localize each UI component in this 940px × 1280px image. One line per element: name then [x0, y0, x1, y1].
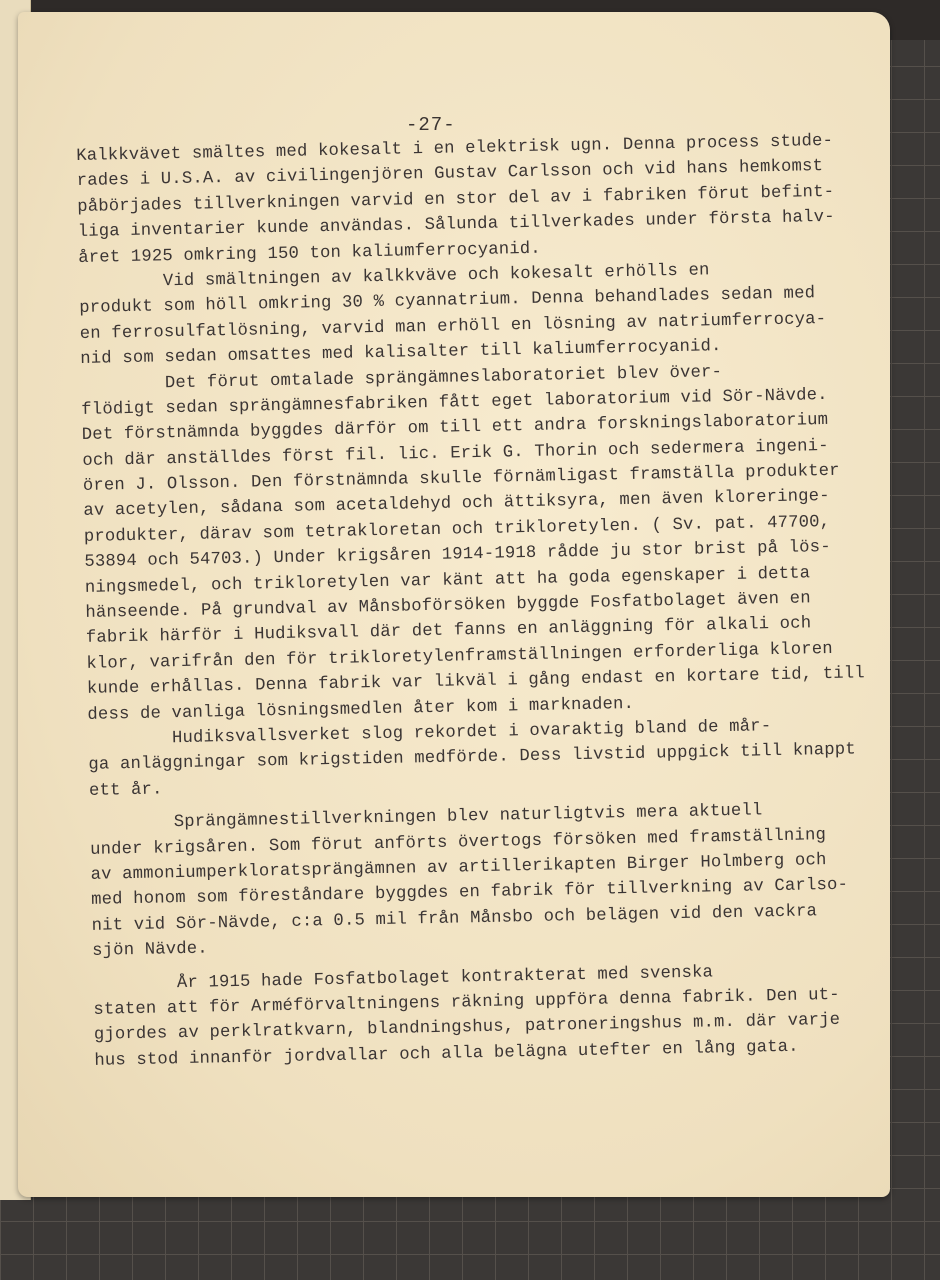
text-line: hänseende. På grundval av Månsboförsöken byggde Fosfatbolaget även en — [85, 589, 811, 623]
text-line: Sprängämnestillverkningen blev naturligtvis mera aktuell — [89, 801, 763, 835]
text-line: en ferrosulfatlösning, varvid man erhöll en lösning av natriumferrocya- — [79, 309, 827, 344]
text-line: Det förut omtalade sprängämneslaboratoriet blev över- — [80, 362, 723, 395]
text-line: av acetylen, sådana som acetaldehyd och ättiksyra, men även kloreringe- — [83, 487, 830, 522]
text-line: sjön Nävde. — [92, 939, 209, 961]
text-line: dess de vanliga lösningsmedlen åter kom i marknaden. — [87, 694, 635, 725]
text-line: ören J. Olsson. Den förstnämnda skulle förnämligast framställa produkter — [82, 461, 840, 497]
text-line: Det förstnämnda byggdes därför om till ett andra forskningslaboratorium — [81, 411, 829, 446]
text-line: ningsmedel, och trikloretylen var känt att ha goda egenskaper i detta — [84, 563, 811, 598]
text-line: nit vid Sör-Nävde, c:a 0.5 mil från Månsbo och belägen vid den vackra — [91, 902, 818, 936]
page-number: -27- — [406, 114, 456, 136]
text-line: under krigsåren. Som förut anförts övertogs försöken med framställning — [89, 825, 827, 860]
text-line: ga anläggningar som krigstiden medförde. Dess livstid uppgick till knappt — [88, 740, 857, 776]
text-line: påbörjades tillverkningen varvid en stor del av i fabriken förut befint- — [77, 182, 835, 217]
text-line: rades i U.S.A. av civilingenjören Gustav Carlsson och vid hans hemkomst — [76, 157, 824, 192]
text-line: Vid smältningen av kalkkväve och kokesalt erhölls en — [78, 261, 710, 293]
text-line: året 1925 omkring 150 ton kaliumferrocyanid. — [78, 239, 542, 268]
text-line: med honom som föreståndare byggdes en fabrik för tillverkning av Carlso- — [90, 875, 849, 911]
text-line: nid som sedan omsattes med kalisalter till kaliumferrocyanid. — [80, 337, 722, 370]
text-line: kunde erhållas. Denna fabrik var likväl i gång endast en kortare tid, till — [86, 664, 866, 700]
text-line: produkt som höll omkring 30 % cyannatrium. Denna behandlades sedan med — [79, 284, 816, 319]
text-line: Kalkkvävet smältes med kokesalt i en elektrisk ugn. Denna process stude- — [76, 131, 834, 166]
text-line: ett år. — [88, 780, 163, 801]
text-line: av ammoniumperkloratsprängämnen av artillerikapten Birger Holmberg och — [90, 851, 827, 885]
text-line: och där anställdes först fil. lic. Erik G. Thorin och sedermera ingeni- — [82, 436, 829, 471]
text-line: staten att för Arméförvaltningens räkning uppföra denna fabrik. Den ut- — [93, 985, 840, 1020]
text-line: 53894 och 54703.) Under krigsåren 1914-1918 rådde ju stor brist på lös- — [84, 538, 831, 573]
text-line: produkter, därav som tetrakloretan och trikloretylen. ( Sv. pat. 47700, — [83, 512, 831, 547]
text-line: klor, varifrån den för trikloretylenframställningen erforderliga kloren — [86, 639, 833, 674]
text-line: fabrik härför i Hudiksvall där det fanns en anläggning för alkali och — [85, 614, 812, 649]
document-page — [18, 12, 890, 1197]
text-line: flödigt sedan sprängämnesfabriken fått eget laboratorium vid Sör-Nävde. — [81, 385, 828, 420]
typed-text-body — [76, 128, 885, 1074]
text-line: liga inventarier kunde användas. Sålunda tillverkades under första halv- — [77, 207, 835, 243]
text-line: gjordes av perklratkvarn, blandningshus, patroneringshus m.m. där varje — [93, 1011, 841, 1046]
text-line: År 1915 hade Fosfatbolaget kontrakterat med svenska — [92, 962, 714, 995]
text-line: Hudiksvallsverket slog rekordet i ovaraktig bland de mår- — [87, 717, 772, 750]
text-line: hus stod innanför jordvallar och alla belägna utefter en lång gata. — [94, 1037, 799, 1071]
